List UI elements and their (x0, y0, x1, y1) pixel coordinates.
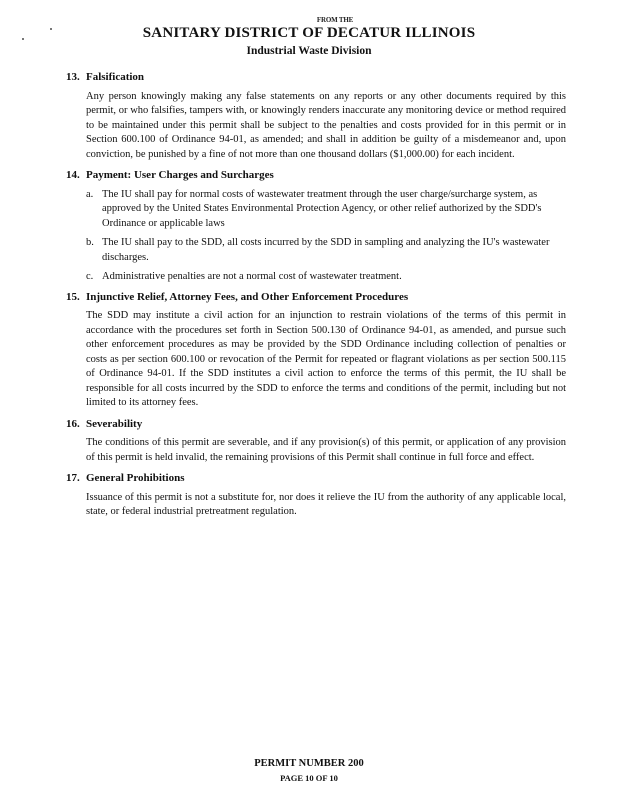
list-item (86, 270, 566, 285)
section-title: Injunctive Relief, Attorney Fees, and Other Enforcement Procedures (86, 290, 409, 303)
document-title: SANITARY DISTRICT OF DECATUR ILLINOIS (142, 25, 476, 41)
section-number: 17. (66, 472, 80, 484)
section-heading (66, 417, 566, 432)
document-body (66, 70, 566, 526)
section-title: Severability (86, 417, 143, 430)
section-general-prohibitions (66, 471, 566, 520)
list-item (86, 236, 566, 265)
document-subtitle: Industrial Waste Division (246, 45, 372, 57)
section-falsification (66, 70, 566, 162)
list-marker: a. (86, 188, 94, 200)
list-marker: b. (86, 237, 94, 248)
section-injunctive-relief (66, 290, 566, 411)
section-payment (66, 168, 566, 285)
section-number: 15. (66, 290, 80, 303)
section-title: Payment: User Charges and Surcharges (86, 169, 274, 181)
section-paragraph: Any person knowingly making any false statements on any reports or any other documents required by this permit, or who falsifies, tampers with, or knowingly renders inaccurate any monitoring device or method required to be maintained under this permit shall be subject to the penalties and costs provided for in this permit or in Section 600.100 of Ordinance 94-01, as amended; and shall in addition be guilty of a misdemeanor and, upon conviction, be punished by a fine of not more than one thousand dollars ($1,000.00) for each incident. (86, 90, 566, 160)
section-heading (66, 290, 566, 305)
section-number: 13. (66, 71, 80, 83)
section-title: General Prohibitions (86, 472, 185, 484)
received-stamp: FROM THE (316, 16, 354, 24)
list-item-text: The IU shall pay to the SDD, all costs incurred by the SDD in sampling and analyzing the IU's wastewater discharges. (102, 237, 550, 263)
section-severability (66, 417, 566, 466)
list-item-text: Administrative penalties are not a normal cost of wastewater treatment. (102, 271, 402, 282)
page-number: PAGE 10 OF 10 (280, 773, 338, 783)
list-item-text: The IU shall pay for normal costs of wastewater treatment through the user charge/surcharge system, as approved by the United States Environmental Protection Agency, or other relief authorized by the SDD's Ordinance or applicable laws (102, 188, 542, 229)
section-heading (66, 70, 566, 85)
section-title: Falsification (86, 71, 145, 83)
section-paragraph: The conditions of this permit are severable, and if any provision(s) of this permit, or application of any provision of this permit is held invalid, the remaining provisions of this Permit shall continue in full force and effect. (86, 437, 566, 463)
section-paragraph: The SDD may institute a civil action for an injunction to restrain violations of the terms of this permit in accordance with the procedures set forth in Section 500.130 of Ordinance 94-01, as amended, and pursue such other enforcement procedures as may be provided by the SDD Ordinance including collection of penalties or costs as per section 600.100 or revocation of the Permit for repeated or flagrant violations as per section 500.115 of Ordinance 94-01. If the SDD institutes a civil action to enforce the terms of this permit, the IU shall be responsible for all costs incurred by the SDD to enforce the terms and conditions of the permit, including but not limited to its attorney fees. (86, 310, 566, 408)
section-number: 14. (66, 169, 80, 181)
permit-number: PERMIT NUMBER 200 (254, 758, 364, 769)
section-paragraph: Issuance of this permit is not a substitute for, nor does it relieve the IU from the authority of any applicable local, state, or federal industrial pretreatment regulation. (86, 491, 566, 517)
section-number: 16. (66, 417, 80, 430)
payment-list (86, 188, 566, 285)
list-marker: c. (86, 271, 94, 282)
list-item (86, 188, 566, 232)
section-heading (66, 471, 566, 486)
section-heading (66, 168, 566, 183)
